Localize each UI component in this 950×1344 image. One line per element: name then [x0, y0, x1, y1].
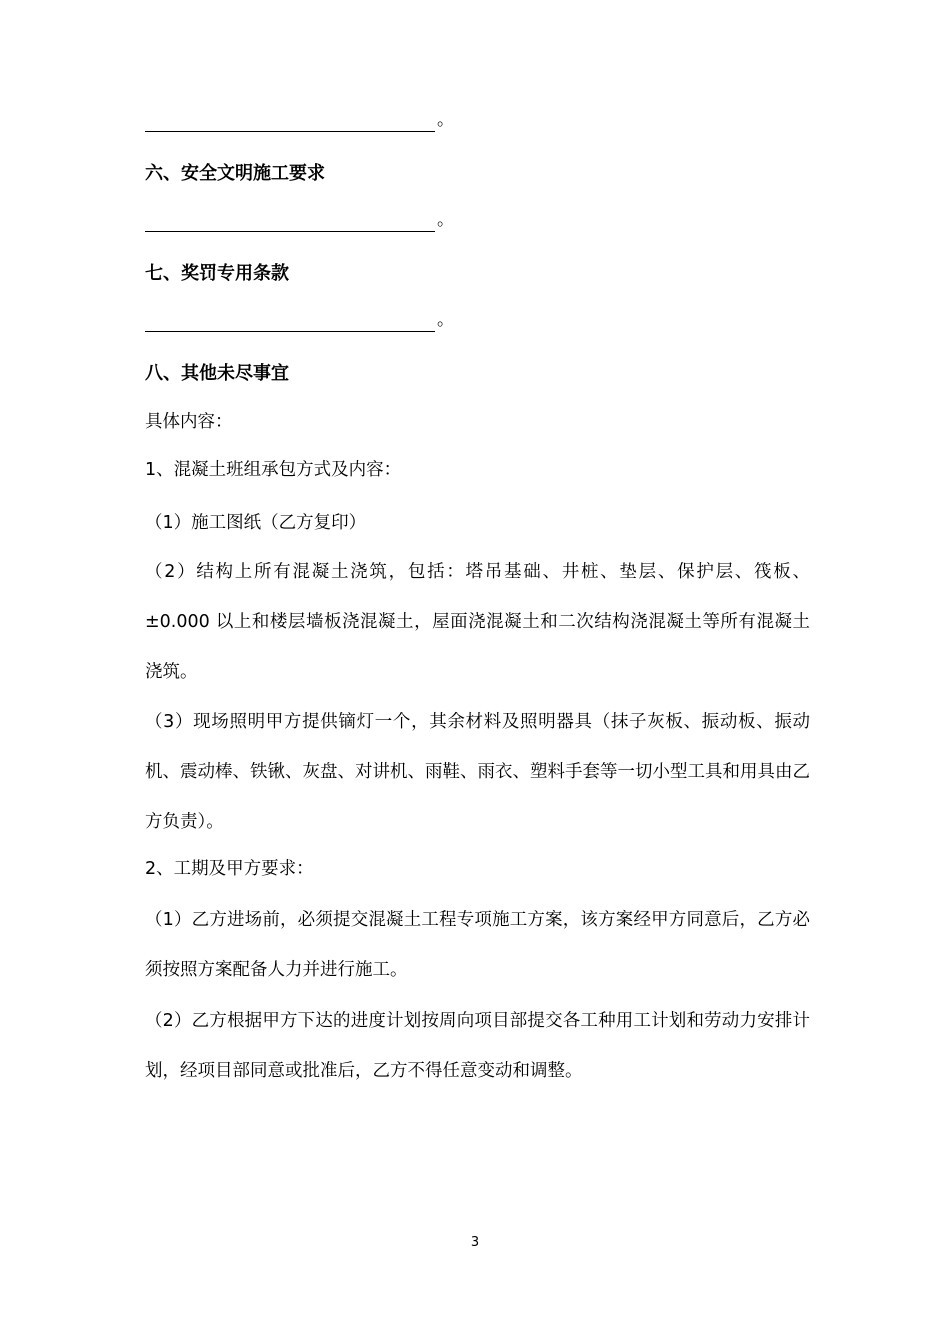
section-heading-rewards: 七、奖罚专用条款: [145, 263, 289, 284]
line-period: 。: [437, 210, 454, 230]
item-2-title: 2、工期及甲方要求：: [145, 859, 314, 879]
item-1-2: （2）结构上所有混凝土浇筑，包括：塔吊基础、井桩、垫层、保护层、筏板、±0.000 以上和楼层墙板浇混凝土，屋面浇混凝土和二次结构浇混凝土等所有混凝土浇筑。: [145, 562, 810, 682]
line-period: 。: [437, 310, 454, 330]
item-1-1: （1）施工图纸（乙方复印）: [145, 513, 367, 533]
item-2-2: （2）乙方根据甲方下达的进度计划按周向项目部提交各工种用工计划和劳动力安排计划，经项目部同意或批准后，乙方不得任意变动和调整。: [145, 1011, 810, 1081]
section-heading-safety: 六、安全文明施工要求: [145, 163, 325, 184]
blank-underline: [145, 131, 435, 132]
section-heading-other: 八、其他未尽事宜: [145, 363, 289, 384]
content-intro: 具体内容：: [145, 412, 233, 432]
blank-underline: [145, 331, 435, 332]
page-number: 3: [470, 1235, 480, 1250]
item-1-3: （3）现场照明甲方提供镝灯一个，其余材料及照明器具（抹子灰板、振动板、振动机、震动棒、铁锹、灰盘、对讲机、雨鞋、雨衣、塑料手套等一切小型工具和用具由乙方负责）。: [145, 712, 810, 832]
item-2-1: （1）乙方进场前，必须提交混凝土工程专项施工方案，该方案经甲方同意后，乙方必须按照方案配备人力并进行施工。: [145, 910, 810, 980]
blank-underline: [145, 231, 435, 232]
line-period: 。: [437, 110, 454, 130]
item-1-title: 1、混凝土班组承包方式及内容：: [145, 460, 402, 480]
